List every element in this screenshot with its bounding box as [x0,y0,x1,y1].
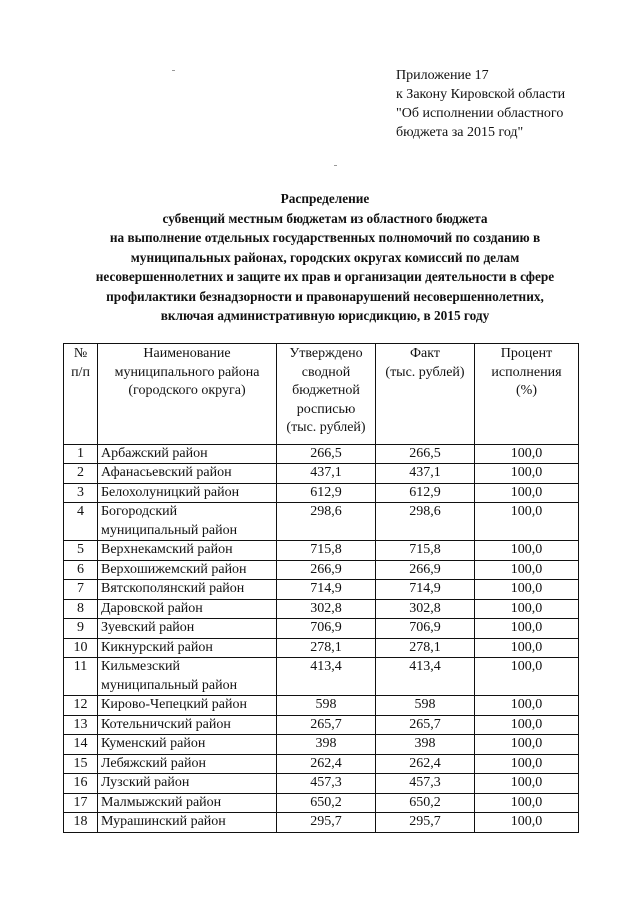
district-name-line: Куменский район [101,736,206,751]
percent-value: 100,0 [475,638,579,658]
table-row [64,599,579,619]
table-row [64,774,579,794]
district-name-line: Кильмезский [101,659,180,674]
district-name [98,754,277,774]
row-number: 2 [64,464,98,484]
percent-value: 100,0 [475,560,579,580]
row-number: 1 [64,444,98,464]
percent-value: 100,0 [475,503,579,541]
row-number: 6 [64,560,98,580]
table-row [64,560,579,580]
header-line: Утверждено [289,346,363,361]
district-name-line: Верхошижемский район [101,561,247,577]
table-row [64,483,579,503]
district-name [98,444,277,464]
header-line: Наименование [143,346,231,361]
district-name [98,793,277,813]
header-line: муниципального района [114,364,260,380]
row-number: 8 [64,599,98,619]
district-name-line: Верхнекамский район [101,542,233,557]
district-name [98,541,277,561]
percent-value: 100,0 [475,754,579,774]
district-name [98,483,277,503]
approved-value: 598 [277,696,376,716]
header-line: № [73,346,88,361]
row-number: 13 [64,715,98,735]
percent-value: 100,0 [475,696,579,716]
approved-value: 265,7 [277,715,376,735]
district-name [98,774,277,794]
district-name-line: Вятскополянский район [101,581,245,596]
table-row [64,619,579,639]
district-name-line: Зуевский район [101,620,195,635]
header-line: бюджетной [292,383,360,398]
fact-value: 266,5 [376,444,475,464]
fact-value: 262,4 [376,754,475,774]
fact-value: 598 [376,696,475,716]
scan-speck [172,70,175,71]
approved-value: 298,6 [277,503,376,541]
table-row [64,715,579,735]
percent-value: 100,0 [475,793,579,813]
percent-value: 100,0 [475,735,579,755]
appendix-note [396,66,565,142]
row-number: 9 [64,619,98,639]
approved-value: 266,5 [277,444,376,464]
title-line: Распределение [280,191,370,206]
approved-value: 278,1 [277,638,376,658]
table-row [64,696,579,716]
fact-value: 437,1 [376,464,475,484]
header-line: (тыс. рублей) [385,364,465,380]
percent-value: 100,0 [475,774,579,794]
district-name-line: Арбажский район [101,445,208,461]
approved-value: 295,7 [277,813,376,833]
row-number: 14 [64,735,98,755]
district-name [98,813,277,833]
row-number: 17 [64,793,98,813]
fact-value: 413,4 [376,658,475,696]
header-line: сводной [301,364,351,380]
approved-value: 398 [277,735,376,755]
table-row [64,464,579,484]
district-name [98,503,277,541]
district-name [98,658,277,696]
header-percent [475,344,579,445]
district-name-line: Малмыжский район [101,794,222,810]
fact-value: 298,6 [376,503,475,541]
fact-value: 265,7 [376,715,475,735]
title-line: на выполнение отдельных государственных полномочий по созданию в [109,230,541,245]
table-row [64,793,579,813]
table-row [64,444,579,464]
approved-value: 266,9 [277,560,376,580]
row-number: 11 [64,658,98,696]
percent-value: 100,0 [475,619,579,639]
approved-value: 650,2 [277,793,376,813]
district-name [98,696,277,716]
district-name [98,715,277,735]
row-number: 10 [64,638,98,658]
approved-value: 714,9 [277,580,376,600]
row-number: 12 [64,696,98,716]
district-name [98,735,277,755]
approved-value: 413,4 [277,658,376,696]
district-name [98,638,277,658]
percent-value: 100,0 [475,658,579,696]
header-name [98,344,277,445]
district-name [98,619,277,639]
district-name [98,599,277,619]
percent-value: 100,0 [475,715,579,735]
header-line: исполнения [491,364,562,380]
fact-value: 650,2 [376,793,475,813]
table-row [64,541,579,561]
fact-value: 302,8 [376,599,475,619]
percent-value: 100,0 [475,580,579,600]
approved-value: 715,8 [277,541,376,561]
title-line: муниципальных районах, городских округах комиссий по делам [130,249,520,265]
district-name-line: муниципальный район [101,522,238,538]
fact-value: 457,3 [376,774,475,794]
approved-value: 457,3 [277,774,376,794]
table-row [64,754,579,774]
district-name-line: Даровской район [101,600,203,616]
district-name-line: Кикнурский район [101,639,213,655]
fact-value: 715,8 [376,541,475,561]
table-row [64,658,579,696]
table-row [64,638,579,658]
district-name-line: муниципальный район [101,677,238,693]
header-fact [376,344,475,445]
appendix-line: Приложение 17 [396,68,489,83]
fact-value: 398 [376,735,475,755]
approved-value: 262,4 [277,754,376,774]
fact-value: 295,7 [376,813,475,833]
percent-value: 100,0 [475,599,579,619]
scan-speck [334,165,337,166]
district-name [98,580,277,600]
district-name-line: Богородский [101,504,178,519]
district-name-line: Белохолуницкий район [101,484,240,500]
header-line: Процент [500,346,553,361]
header-approved [277,344,376,445]
row-number: 18 [64,813,98,833]
title-line: профилактики безнадзорности и правонарушений несовершеннолетних, [106,288,544,304]
fact-value: 714,9 [376,580,475,600]
percent-value: 100,0 [475,813,579,833]
approved-value: 437,1 [277,464,376,484]
district-name-line: Котельничский район [101,716,231,732]
percent-value: 100,0 [475,541,579,561]
table-row [64,503,579,541]
fact-value: 266,9 [376,560,475,580]
district-name [98,464,277,484]
approved-value: 706,9 [277,619,376,639]
header-line: Факт [409,346,440,361]
header-line: (%) [516,383,537,398]
header-line: росписью [296,401,356,417]
row-number: 4 [64,503,98,541]
district-name-line: Лебяжский район [101,755,206,771]
table-row [64,735,579,755]
row-number: 16 [64,774,98,794]
appendix-line: "Об исполнении областного [396,106,564,121]
row-number: 7 [64,580,98,600]
fact-value: 278,1 [376,638,475,658]
percent-value: 100,0 [475,464,579,484]
fact-value: 706,9 [376,619,475,639]
table-row [64,813,579,833]
title-line: несовершеннолетних и защите их прав и организации деятельности в сфере [95,269,555,284]
title-line: включая административную юрисдикцию, в 2015 году [160,308,490,323]
percent-value: 100,0 [475,483,579,503]
district-name [98,560,277,580]
appendix-line: к Закону Кировской области [396,87,566,102]
fact-value: 612,9 [376,483,475,503]
district-name-line: Кирово-Чепецкий район [101,697,248,712]
district-name-line: Лузский район [101,775,190,790]
row-number: 15 [64,754,98,774]
appendix-line: бюджета за 2015 год" [396,125,524,140]
table-header-row [64,344,579,445]
district-name-line: Афанасьевский район [101,465,232,480]
district-name-line: Мурашинский район [101,814,226,829]
approved-value: 612,9 [277,483,376,503]
subvention-table [63,343,579,833]
header-line: п/п [71,364,90,380]
table-row [64,580,579,600]
row-number: 5 [64,541,98,561]
header-num [64,344,98,445]
document-title [40,189,610,326]
approved-value: 302,8 [277,599,376,619]
title-line: субвенций местным бюджетам из областного бюджета [162,210,488,226]
header-line: (тыс. рублей) [286,420,366,435]
header-line: (городского округа) [128,383,246,398]
row-number: 3 [64,483,98,503]
percent-value: 100,0 [475,444,579,464]
